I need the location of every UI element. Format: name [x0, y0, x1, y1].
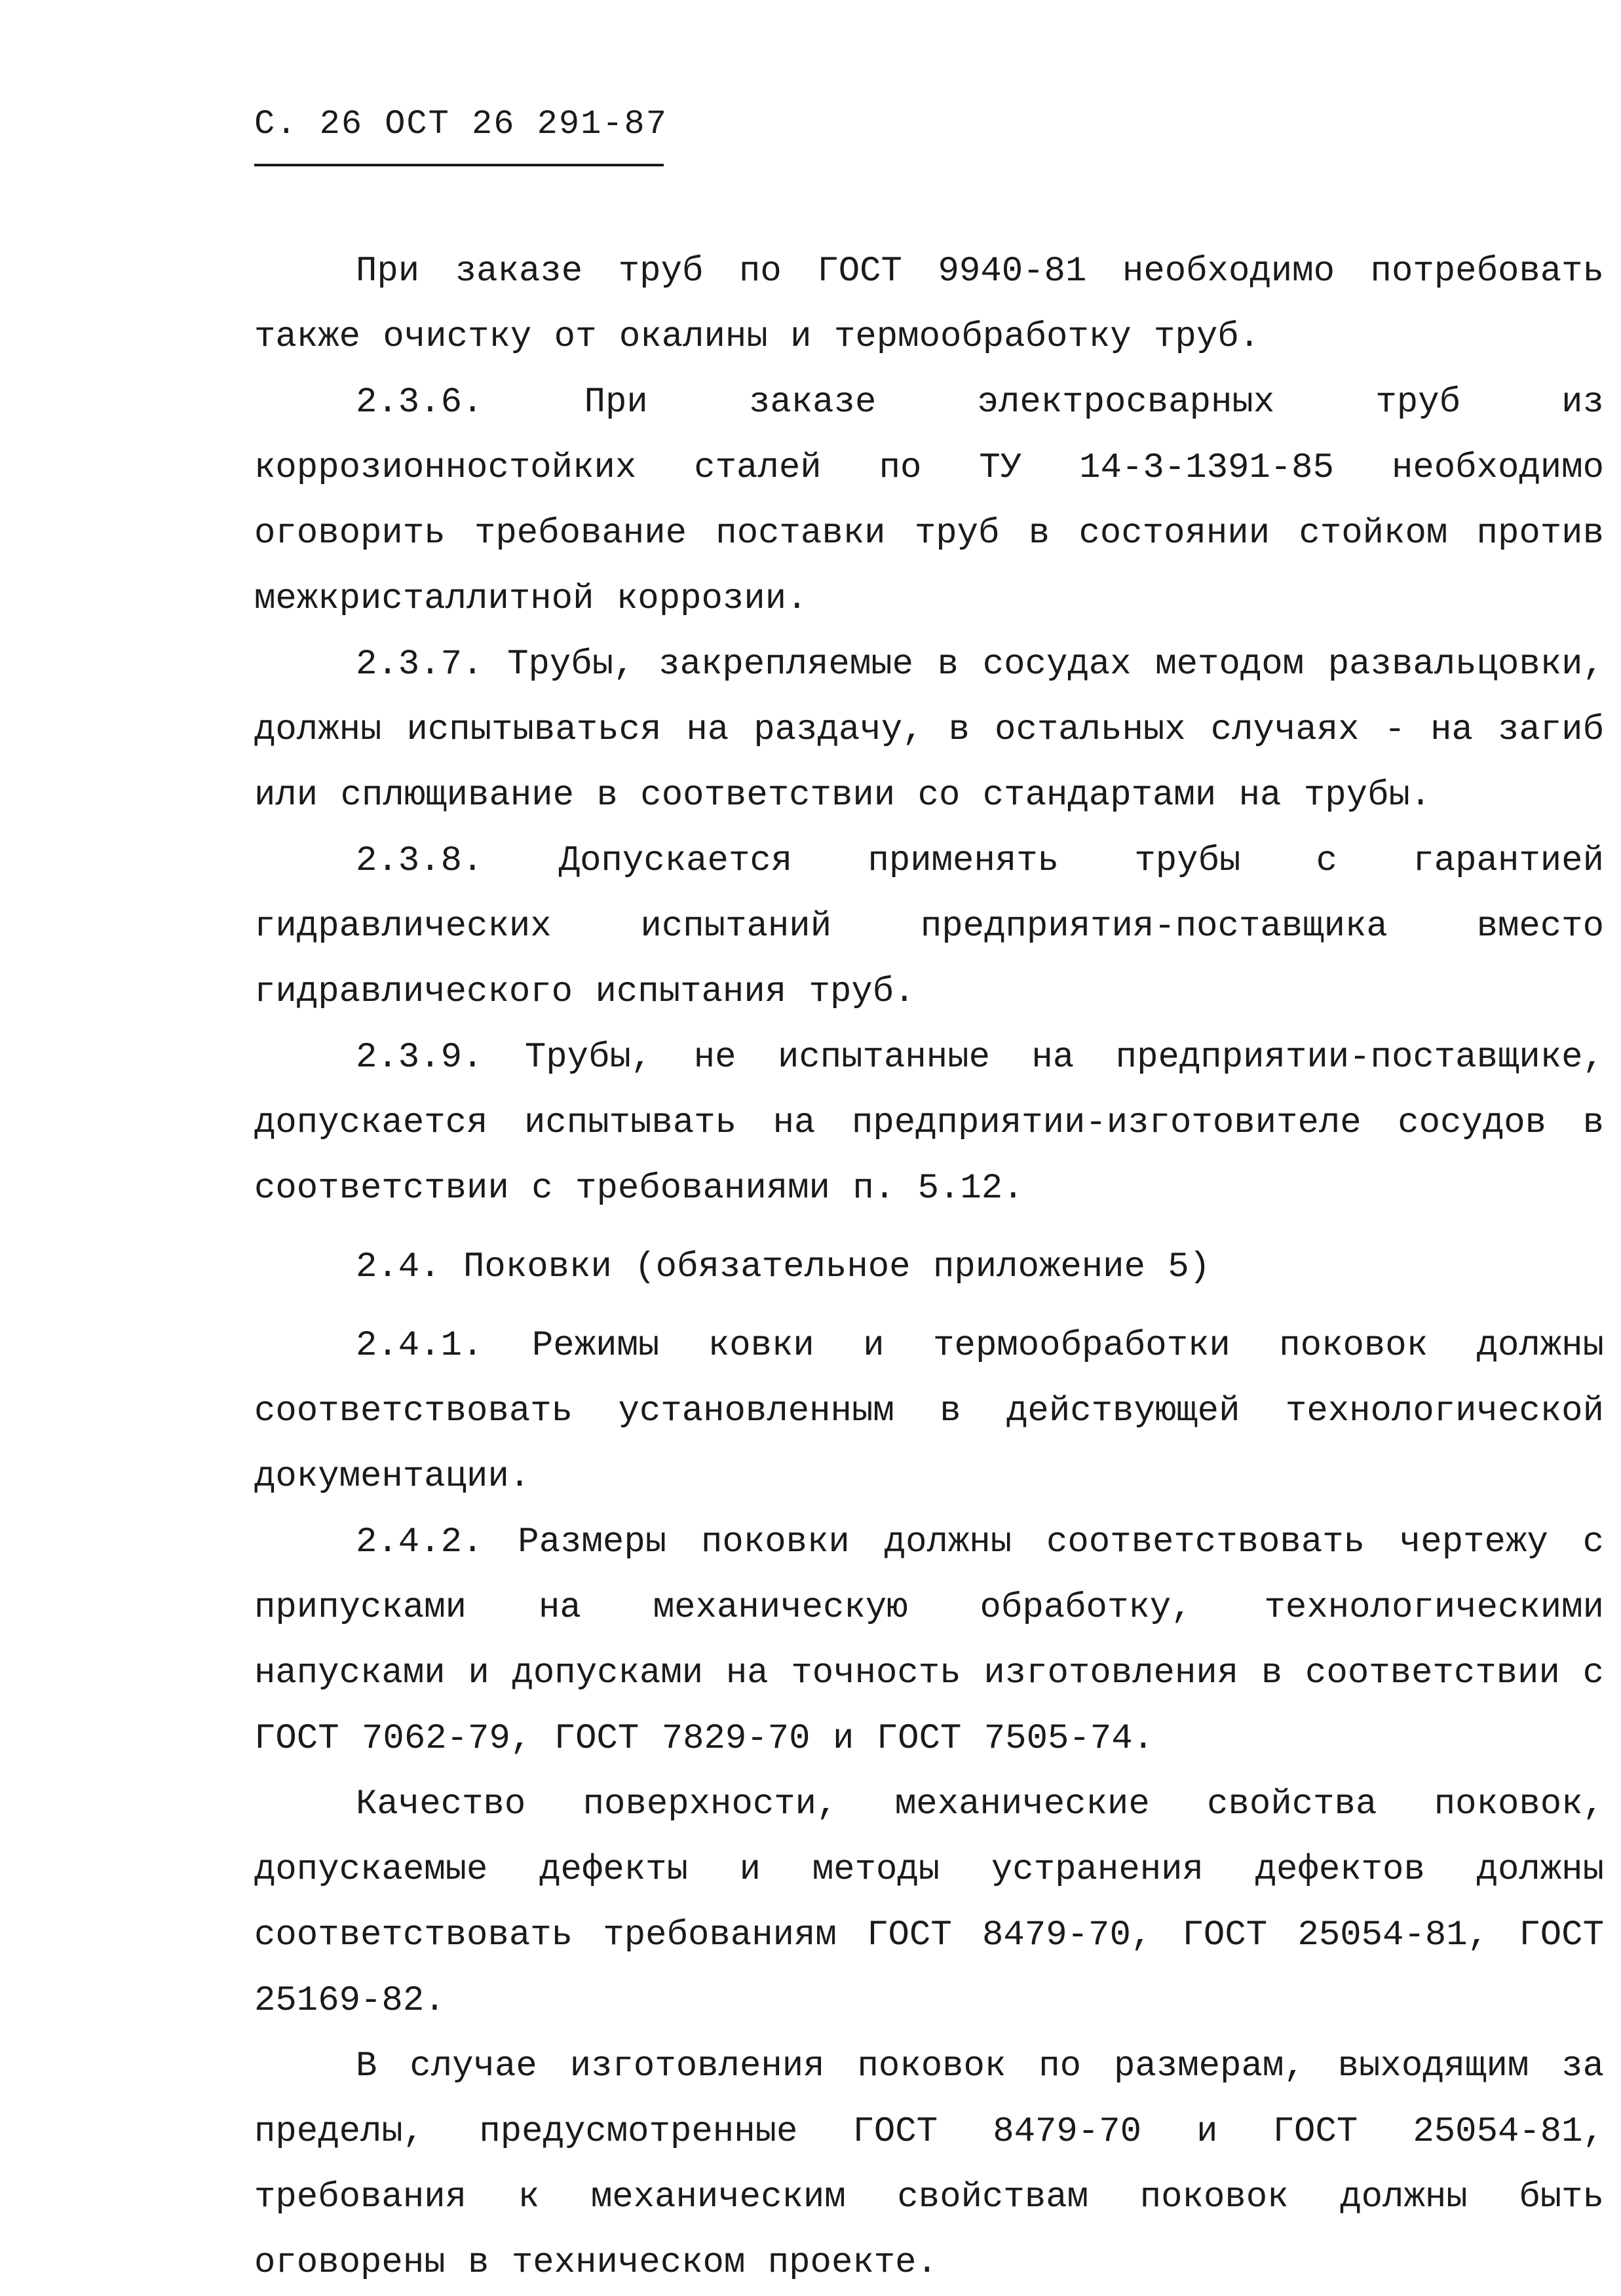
paragraph-2-3-6: 2.3.6. При заказе электросварных труб из коррозионностойких сталей по ТУ 14-3-1391-85 необходимо оговорить требование поставки труб в состоянии стойком против межкристаллитной коррозии.	[254, 383, 1604, 619]
page-header: С. 26 ОСТ 26 291-87	[254, 105, 668, 143]
paragraph-2-3-9: 2.3.9. Трубы, не испытанные на предприятии-поставщике, допускается испытывать на предприятии-изготовителе сосудов в соответствии с требованиями п. 5.12.	[254, 1038, 1604, 1209]
paragraph-pipe-order-9940: При заказе труб по ГОСТ 9940-81 необходимо потребовать также очистку от окалины и термообработку труб.	[254, 252, 1604, 357]
paragraph-2-3-8: 2.3.8. Допускается применять трубы с гарантией гидравлических испытаний предприятия-поставщика вместо гидравлического испытания труб.	[254, 841, 1604, 1012]
paragraph-oversize-forgings: В случае изготовления поковок по размерам, выходящим за пределы, предусмотренные ГОСТ 8479-70 и ГОСТ 25054-81, требования к механическим свойствам поковок должны быть оговорены в техническом проекте.	[254, 2046, 1604, 2283]
paragraph-surface-quality: Качество поверхности, механические свойства поковок, допускаемые дефекты и методы устранения дефектов должны соответствовать требованиям ГОСТ 8479-70, ГОСТ 25054-81, ГОСТ 25169-82.	[254, 1784, 1604, 2021]
body-text	[254, 239, 1604, 2296]
header-underline	[254, 164, 664, 166]
paragraph-2-4-2: 2.4.2. Размеры поковки должны соответствовать чертежу с припусками на механическую обработку, технологическими напусками и допусками на точность изготовления в соответствии с ГОСТ 7062-79, ГОСТ 7829-70 и ГОСТ 7505-74.	[254, 1522, 1604, 1759]
paragraph-2-4-1: 2.4.1. Режимы ковки и термообработки поковок должны соответствовать установленным в действующей технологической документации.	[254, 1326, 1604, 1497]
paragraph-2-3-7: 2.3.7. Трубы, закрепляемые в сосудах методом развальцовки, должны испытываться на раздачу, в остальных случаях - на загиб или сплющивание в соответствии со стандартами на трубы.	[254, 645, 1604, 816]
section-heading-2-4: 2.4. Поковки (обязательное приложение 5)	[356, 1247, 1211, 1287]
